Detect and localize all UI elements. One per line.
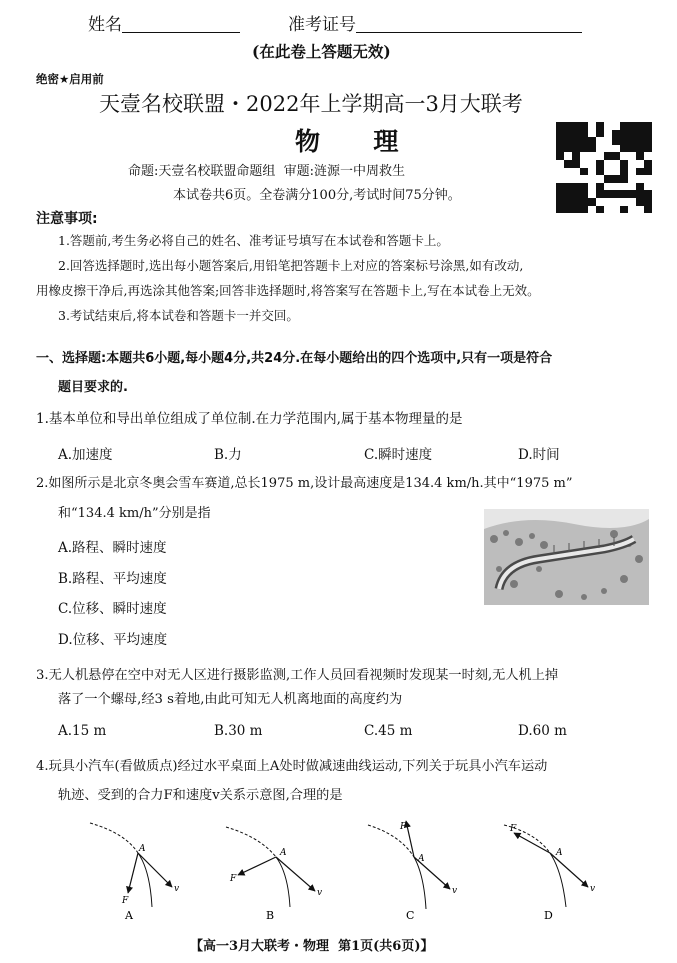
notice-item: 3.考试结束后,将本试卷和答题卡一并交回。 xyxy=(58,308,299,323)
q1-option-a: A.加速度 xyxy=(58,447,113,463)
exam-id-blank xyxy=(356,16,582,33)
exam-id-label: 准考证号 xyxy=(288,15,356,35)
q4-stem-cont: 轨迹、受到的合力F和速度v关系示意图,合理的是 xyxy=(58,788,343,803)
exam-id-field-row xyxy=(288,10,582,35)
velocity-label: v xyxy=(590,884,596,894)
q1-option-b: B.力 xyxy=(214,447,242,463)
q2-stem: 2.如图所示是北京冬奥会雪车赛道,总长1975 m,设计最高速度是134.4 km/h.其中“1975 m” xyxy=(36,476,573,491)
force-label: F xyxy=(122,896,129,906)
point-label: A xyxy=(556,848,563,858)
q3-option-c: C.45 m xyxy=(364,723,413,739)
bobsled-track-photo xyxy=(484,509,649,605)
notice-item: 2.回答选择题时,选出每小题答案后,用铅笔把答题卡上对应的答案标号涂黑,如有改动, xyxy=(58,258,524,273)
qr-code xyxy=(556,122,652,214)
notice-title: 注意事项: xyxy=(36,211,98,227)
section-heading: 一、选择题:本题共6小题,每小题4分,共24分.在每小题给出的四个选项中,只有一项是符合 xyxy=(36,351,553,366)
q3-option-b: B.30 m xyxy=(214,723,263,739)
secret-label: 绝密★启用前 xyxy=(36,72,104,86)
invalid-note: (在此卷上答题无效) xyxy=(252,42,391,61)
q3-option-a: A.15 m xyxy=(58,723,107,739)
diagram-label-c: C xyxy=(406,909,415,922)
q3-stem-cont: 落了一个螺母,经3 s着地,由此可知无人机离地面的高度约为 xyxy=(58,692,403,707)
point-label: A xyxy=(280,848,287,858)
q1-option-c: C.瞬时速度 xyxy=(364,447,433,463)
page-footer: 【高一3月大联考・物理 第1页(共6页)】 xyxy=(190,939,434,954)
q4-diagrams xyxy=(80,815,600,925)
notice-item: 1.答题前,考生务必将自己的姓名、准考证号填写在本试卷和答题卡上。 xyxy=(58,233,449,248)
point-label: A xyxy=(418,854,425,864)
velocity-label: v xyxy=(174,884,180,894)
exam-title: 天壹名校联盟・2022年上学期高一3月大联考 xyxy=(99,92,523,116)
name-label: 姓名 xyxy=(88,15,122,35)
diagram-c xyxy=(368,821,457,922)
q1-stem: 1.基本单位和导出单位组成了单位制.在力学范围内,属于基本物理量的是 xyxy=(36,411,463,427)
q2-stem-cont: 和“134.4 km/h”分别是指 xyxy=(58,506,211,521)
subject-title: 物 理 xyxy=(295,127,411,156)
velocity-label: v xyxy=(317,888,323,898)
name-field-row xyxy=(88,10,240,35)
diagram-label-a: A xyxy=(125,909,133,922)
exam-info-line: 本试卷共6页。全卷满分100分,考试时间75分钟。 xyxy=(173,188,461,203)
force-label: F xyxy=(400,822,407,832)
velocity-label: v xyxy=(452,886,458,896)
point-label: A xyxy=(139,844,146,854)
q2-option-d: D.位移、平均速度 xyxy=(58,632,168,648)
q2-option-c: C.位移、瞬时速度 xyxy=(58,601,167,617)
diagram-b xyxy=(226,827,322,922)
q3-option-d: D.60 m xyxy=(518,723,567,739)
notice-item: 用橡皮擦干净后,再选涂其他答案;回答非选择题时,将答案写在答题卡上,写在本试卷上无效。 xyxy=(36,283,540,298)
name-blank xyxy=(122,16,240,33)
diagram-label-b: B xyxy=(266,909,275,922)
authors-line: 命题:天壹名校联盟命题组 审题:涟源一中周救生 xyxy=(128,164,406,179)
force-label: F xyxy=(230,874,237,884)
q3-stem: 3.无人机悬停在空中对无人区进行摄影监测,工作人员回看视频时发现某一时刻,无人机上掉 xyxy=(36,668,559,683)
q1-option-d: D.时间 xyxy=(518,447,560,463)
diagram-label-d: D xyxy=(544,909,553,922)
force-label: F xyxy=(510,824,517,834)
diagram-d xyxy=(504,824,595,922)
diagram-a xyxy=(90,823,179,922)
q2-option-a: A.路程、瞬时速度 xyxy=(58,540,167,556)
q2-option-b: B.路程、平均速度 xyxy=(58,571,167,587)
q4-stem: 4.玩具小汽车(看做质点)经过水平桌面上A处时做减速曲线运动,下列关于玩具小汽车运动 xyxy=(36,759,548,774)
section-heading-cont: 题目要求的. xyxy=(58,380,128,395)
